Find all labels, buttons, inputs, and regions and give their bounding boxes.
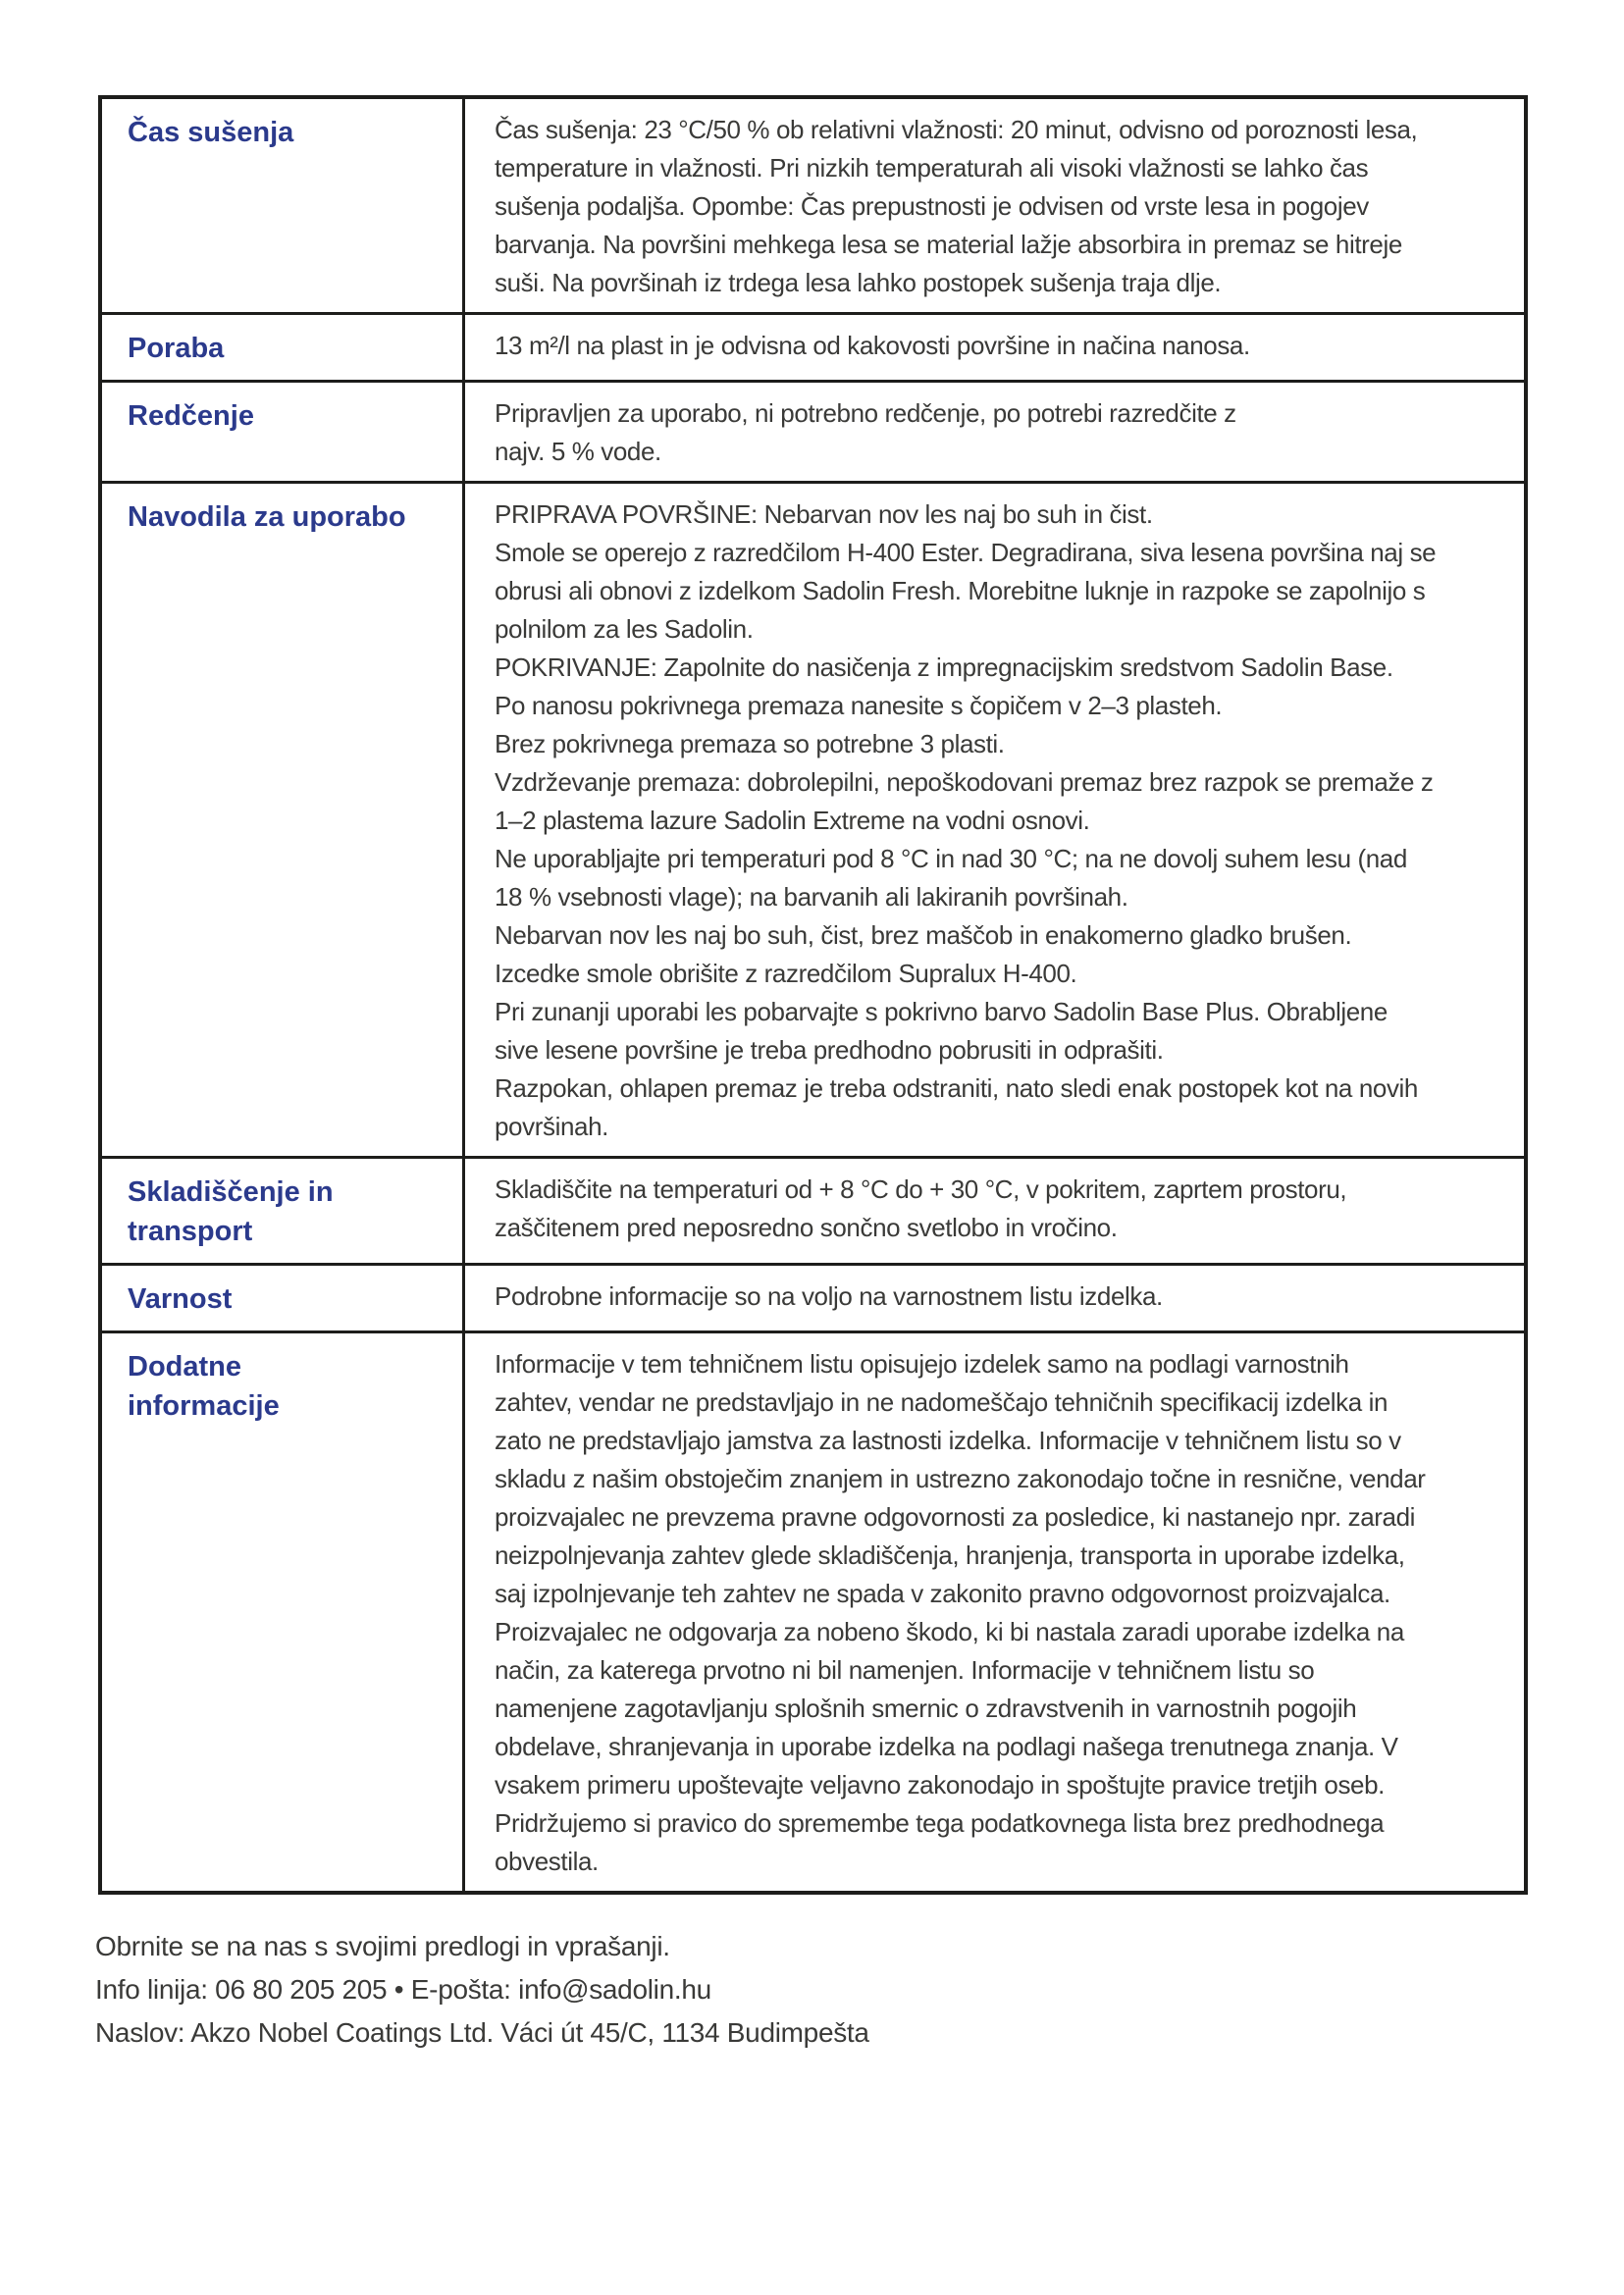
text-line: Redčenje: [128, 400, 254, 432]
text-line: Pri zunanji uporabi les pobarvajte s pokrivno barvo Sadolin Base Plus. Obrabljene: [495, 997, 1388, 1026]
text-line: barvanja. Na površini mehkega lesa se material lažje absorbira in premaz se hitreje: [495, 230, 1402, 259]
text-line: površinah.: [495, 1112, 608, 1141]
table-row-consumption: [102, 312, 1524, 380]
text-line: namenjene zagotavljanju splošnih smernic o zdravstvenih in varnostnih pogojih: [495, 1694, 1357, 1723]
text-line: Poraba: [128, 333, 225, 364]
text-line: zaščitenem pred neposredno sončno svetlobo in vročino.: [495, 1213, 1118, 1242]
text-line: neizpolnjevanja zahtev glede skladiščenja, hranjenja, transporta in uporabe izdelka,: [495, 1540, 1405, 1570]
text-line: Pridržujemo si pravico do spremembe tega podatkovnega lista brez predhodnega: [495, 1808, 1385, 1838]
text-line: Informacije v tem tehničnem listu opisujejo izdelek samo na podlagi varnostnih: [495, 1349, 1349, 1379]
text-line: proizvajalec ne prevzema pravne odgovornosti za posledice, ki nastanejo npr. zaradi: [495, 1502, 1416, 1532]
text-line: Skladiščite na temperaturi od + 8 °C do + 30 °C, v pokritem, zaprtem prostoru,: [495, 1174, 1347, 1204]
table-row-storage: [102, 1156, 1524, 1263]
table-row-additional-info: [102, 1330, 1524, 1891]
text-line: obdelave, shranjevanja in uporabe izdelka na podlagi našega trenutnega znanja. V: [495, 1732, 1398, 1761]
table-row-dilution: [102, 380, 1524, 481]
text-line: Ne uporabljajte pri temperaturi pod 8 °C in nad 30 °C; na ne dovolj suhem lesu (nad: [495, 844, 1407, 873]
text-line: Po nanosu pokrivnega premaza nanesite s čopičem v 2–3 plasteh.: [495, 691, 1223, 720]
text-line: suši. Na površinah iz trdega lesa lahko postopek sušenja traja dlje.: [495, 268, 1222, 297]
text-line: Podrobne informacije so na voljo na varnostnem listu izdelka.: [495, 1281, 1163, 1311]
text-line: Čas sušenja: 23 °C/50 % ob relativni vlažnosti: 20 minut, odvisno od poroznosti lesa,: [495, 115, 1418, 144]
row-content: [465, 1159, 1524, 1263]
contact-intro: Obrnite se na nas s svojimi predlogi in vprašanji.: [95, 1931, 670, 1961]
text-line: Dodatne: [128, 1351, 241, 1382]
row-label: [102, 99, 465, 312]
row-content: [465, 1333, 1524, 1891]
row-content: [465, 484, 1524, 1156]
table-row-instructions: [102, 481, 1524, 1156]
text-line: POKRIVANJE: Zapolnite do nasičenja z impregnacijskim sredstvom Sadolin Base.: [495, 652, 1393, 682]
text-line: 1–2 plastema lazure Sadolin Extreme na vodni osnovi.: [495, 806, 1090, 835]
text-line: temperature in vlažnosti. Pri nizkih temperaturah ali visoki vlažnosti se lahko čas: [495, 153, 1369, 183]
row-label: [102, 383, 465, 481]
text-line: polnilom za les Sadolin.: [495, 614, 754, 644]
contact-address: Naslov: Akzo Nobel Coatings Ltd. Váci út 45/C, 1134 Budimpešta: [95, 2017, 869, 2048]
row-content: [465, 383, 1524, 481]
text-line: Izcedke smole obrišite z razredčilom Supralux H-400.: [495, 959, 1077, 988]
text-line: informacije: [128, 1390, 280, 1422]
text-line: način, za katerega prvotno ni bil namenjen. Informacije v tehničnem listu so: [495, 1655, 1315, 1685]
row-label: [102, 484, 465, 1156]
text-line: Čas sušenja: [128, 117, 294, 148]
text-line: Skladiščenje in: [128, 1176, 334, 1208]
row-label: [102, 1159, 465, 1263]
text-line: obrusi ali obnovi z izdelkom Sadolin Fresh. Morebitne luknje in razpoke se zapolnijo s: [495, 576, 1426, 605]
text-line: Vzdrževanje premaza: dobrolepilni, nepoškodovani premaz brez razpok se premaže z: [495, 767, 1434, 797]
row-content: [465, 1266, 1524, 1330]
text-line: obvestila.: [495, 1847, 599, 1876]
table-row-safety: [102, 1263, 1524, 1330]
text-line: skladu z našim obstoječim znanjem in ustrezno zakonodajo točne in resnične, vendar: [495, 1464, 1426, 1493]
row-content: [465, 99, 1524, 312]
row-label: [102, 1266, 465, 1330]
text-line: sive lesene površine je treba predhodno pobrusiti in odprašiti.: [495, 1035, 1164, 1065]
row-content: [465, 315, 1524, 380]
text-line: zato ne predstavljajo jamstva za lastnosti izdelka. Informacije v tehničnem listu so v: [495, 1426, 1401, 1455]
text-line: Proizvajalec ne odgovarja za nobeno škodo, ki bi nastala zaradi uporabe izdelka na: [495, 1617, 1404, 1646]
text-line: zahtev, vendar ne predstavljajo in ne nadomeščajo tehničnih specifikacij izdelka in: [495, 1387, 1388, 1417]
contact-info-line: Info linija: 06 80 205 205 • E-pošta: info@sadolin.hu: [95, 1974, 711, 2005]
text-line: Navodila za uporabo: [128, 501, 406, 533]
text-line: 13 m²/l na plast in je odvisna od kakovosti površine in načina nanosa.: [495, 331, 1250, 360]
text-line: saj izpolnjevanje teh zahtev ne spada v zakonito pravno odgovornost proizvajalca.: [495, 1579, 1390, 1608]
text-line: PRIPRAVA POVRŠINE: Nebarvan nov les naj bo suh in čist.: [495, 499, 1153, 529]
text-line: Brez pokrivnega premaza so potrebne 3 plasti.: [495, 729, 1005, 758]
table-row-drying-time: [102, 99, 1524, 312]
text-line: Razpokan, ohlapen premaz je treba odstraniti, nato sledi enak postopek kot na novih: [495, 1073, 1418, 1103]
text-line: najv. 5 % vode.: [495, 437, 661, 466]
row-label: [102, 1333, 465, 1891]
footer: [95, 1925, 869, 2055]
text-line: sušenja podaljša. Opombe: Čas prepustnosti je odvisen od vrste lesa in pogojev: [495, 191, 1369, 221]
text-line: Nebarvan nov les naj bo suh, čist, brez maščob in enakomerno gladko brušen.: [495, 920, 1352, 950]
spec-table: [98, 95, 1528, 1895]
text-line: vsakem primeru upoštevajte veljavno zakonodajo in spoštujte pravice tretjih oseb.: [495, 1770, 1385, 1799]
text-line: Smole se operejo z razredčilom H-400 Ester. Degradirana, siva lesena površina naj se: [495, 538, 1437, 567]
text-line: Varnost: [128, 1283, 233, 1315]
row-label: [102, 315, 465, 380]
text-line: Pripravljen za uporabo, ni potrebno redčenje, po potrebi razredčite z: [495, 398, 1236, 428]
text-line: transport: [128, 1216, 253, 1247]
text-line: 18 % vsebnosti vlage); na barvanih ali lakiranih površinah.: [495, 882, 1128, 912]
